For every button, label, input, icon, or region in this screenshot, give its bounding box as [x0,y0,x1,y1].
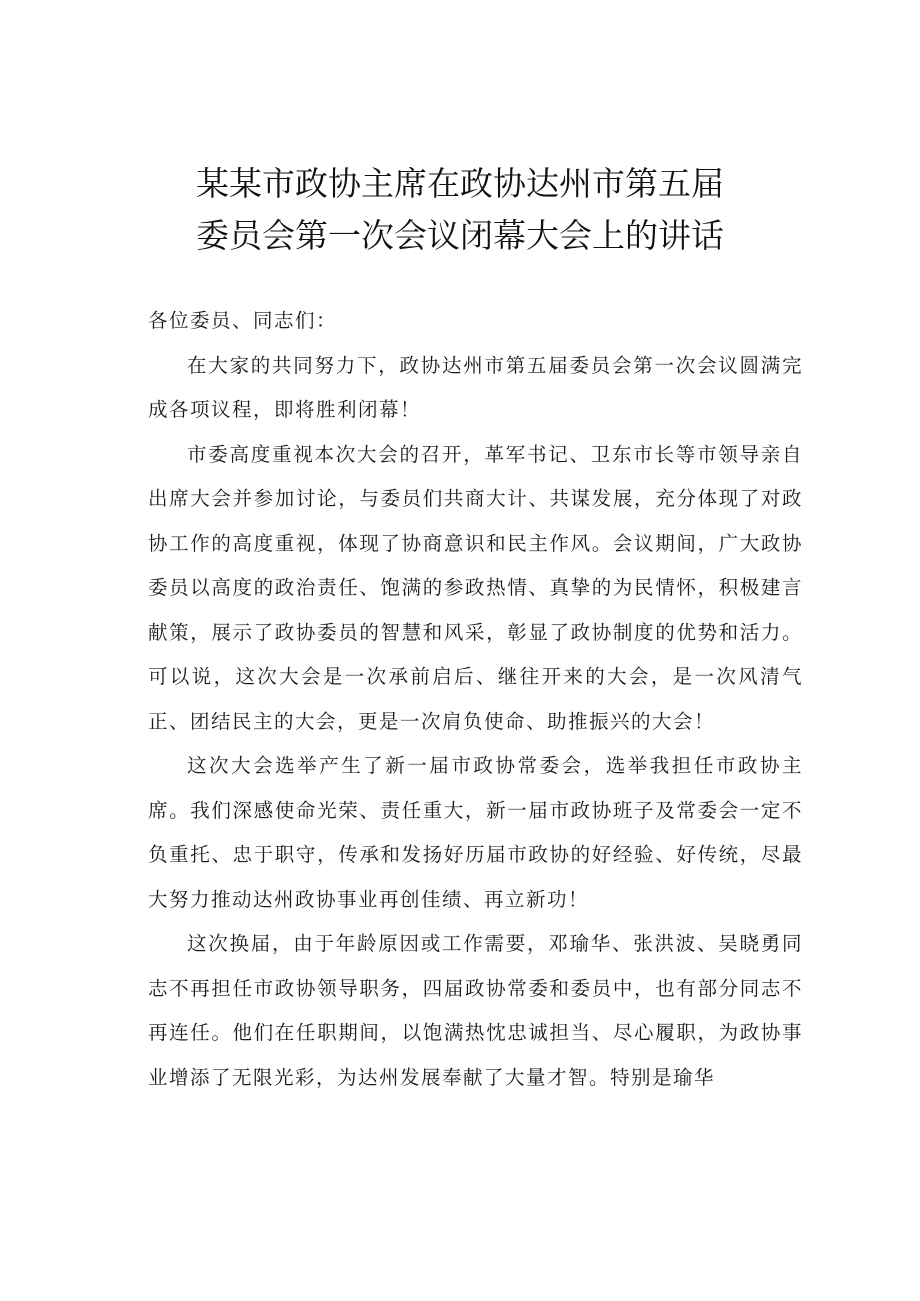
paragraph-2: 市委高度重视本次大会的召开，革军书记、卫东市长等市领导亲自出席大会并参加讨论，与委员们共商大计、共谋发展，充分体现了对政协工作的高度重视，体现了协商意识和民主作风。会议期间，广大政协委员以高度的政治责任、饱满的参政热情、真挚的为民情怀，积极建言献策，展示了政协委员的智慧和风采，彰显了政协制度的优势和活力。可以说，这次大会是一次承前启后、继往开来的大会，是一次风清气正、团结民主的大会，更是一次肩负使命、助推振兴的大会！ [148,442,803,733]
title-line-2: 委员会第一次会议闭幕大会上的讲话 [196,216,724,255]
paragraph-3: 这次大会选举产生了新一届市政协常委会，选举我担任市政协主席。我们深感使命光荣、责任重大，新一届市政协班子及常委会一定不负重托、忠于职守，传承和发扬好历届市政协的好经验、好传统，尽最大努力推动达州政协事业再创佳绩、再立新功！ [148,754,803,911]
paragraph-4: 这次换届，由于年龄原因或工作需要，邓瑜华、张洪波、吴晓勇同志不再担任市政协领导职务，四届政协常委和委员中，也有部分同志不再连任。他们在任职期间，以饱满热忱忠诚担当、尽心履职，为政协事业增添了无限光彩，为达州发展奉献了大量才智。特别是瑜华 [148,932,803,1089]
title-line-1: 某某市政协主席在政协达州市第五届 [196,164,724,203]
salutation: 各位委员、同志们： [148,309,338,332]
paragraph-1: 在大家的共同努力下，政协达州市第五届委员会第一次会议圆满完成各项议程，即将胜利闭幕！ [148,353,803,421]
document-title [100,158,820,262]
speech-body [148,299,803,1100]
